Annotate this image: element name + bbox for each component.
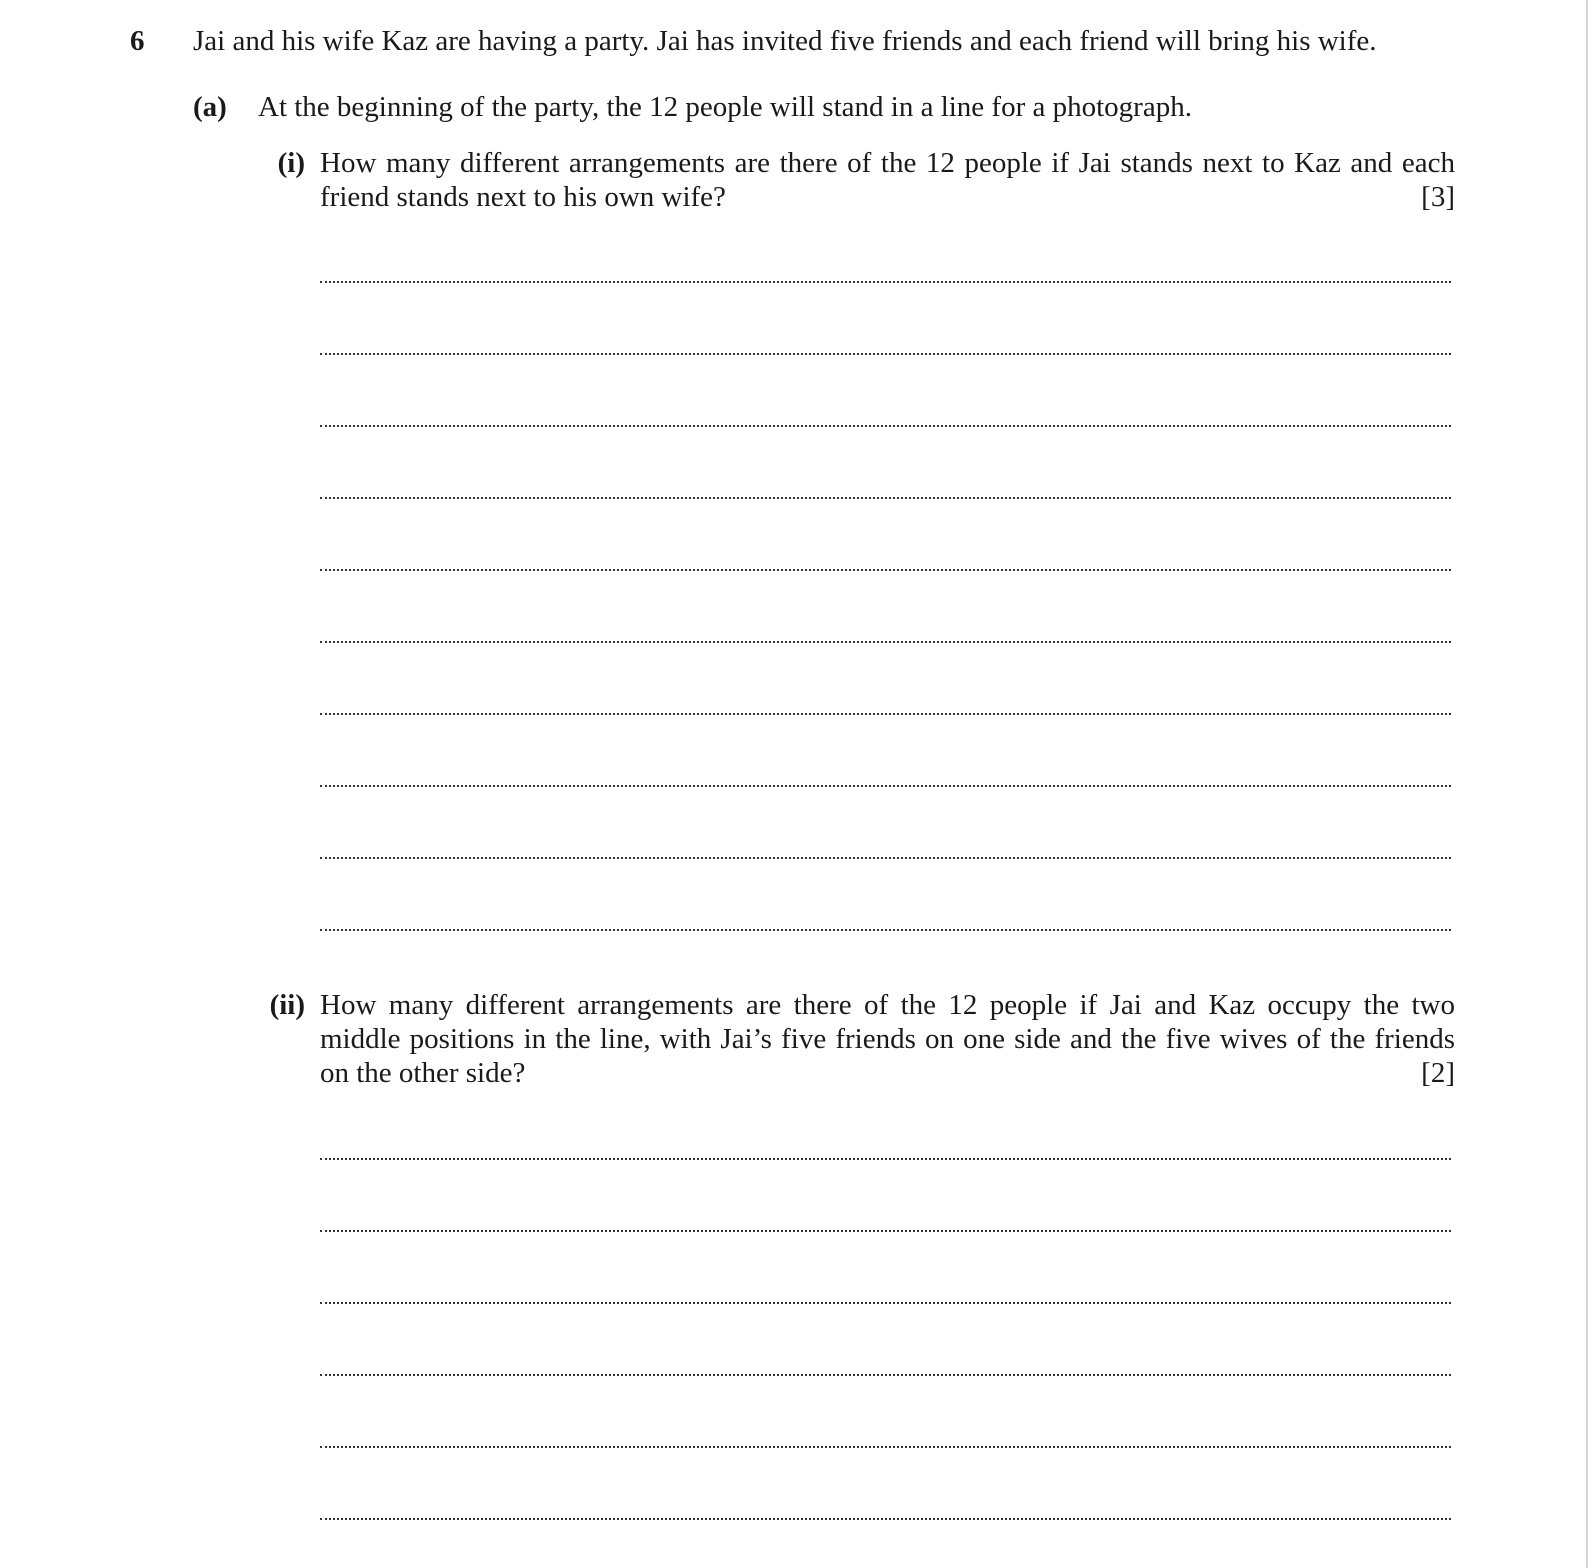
answer-line-i-2[interactable] — [320, 353, 1451, 355]
answer-line-i-10[interactable] — [320, 929, 1451, 931]
sub-question-i-text — [320, 146, 1455, 214]
answer-line-ii-2[interactable] — [320, 1230, 1451, 1232]
sub-question-ii-marks: [2] — [1421, 1057, 1455, 1089]
part-a-label: (a) — [193, 91, 227, 123]
answer-line-ii-4[interactable] — [320, 1374, 1451, 1376]
answer-line-i-5[interactable] — [320, 569, 1451, 571]
question-number: 6 — [130, 25, 145, 57]
answer-line-i-7[interactable] — [320, 713, 1451, 715]
part-a-text: At the beginning of the party, the 12 people will stand in a line for a photograph. — [258, 91, 1192, 123]
answer-line-i-3[interactable] — [320, 425, 1451, 427]
sub-question-i-body: How many different arrangements are there of the 12 people if Jai stands next to Kaz and each friend stands next to his own wife? — [320, 147, 1455, 213]
sub-question-ii-text — [320, 988, 1455, 1090]
sub-question-ii-label: (ii) — [269, 989, 305, 1021]
answer-line-ii-6[interactable] — [320, 1518, 1451, 1520]
answer-line-i-4[interactable] — [320, 497, 1451, 499]
page-edge — [1586, 0, 1588, 1568]
question-stem: Jai and his wife Kaz are having a party. Jai has invited five friends and each friend will bring his wife. — [193, 25, 1377, 57]
answer-line-ii-5[interactable] — [320, 1446, 1451, 1448]
answer-line-i-8[interactable] — [320, 785, 1451, 787]
answer-line-ii-1[interactable] — [320, 1158, 1451, 1160]
answer-line-i-1[interactable] — [320, 281, 1451, 283]
answer-line-i-9[interactable] — [320, 857, 1451, 859]
answer-line-ii-3[interactable] — [320, 1302, 1451, 1304]
sub-question-i-label: (i) — [277, 147, 305, 179]
sub-question-i-marks: [3] — [1421, 181, 1455, 213]
sub-question-ii-body: How many different arrangements are there of the 12 people if Jai and Kaz occupy the two middle positions in the line, with Jai’s five friends on one side and the five wives of the friends on the other side? — [320, 989, 1455, 1089]
answer-line-i-6[interactable] — [320, 641, 1451, 643]
